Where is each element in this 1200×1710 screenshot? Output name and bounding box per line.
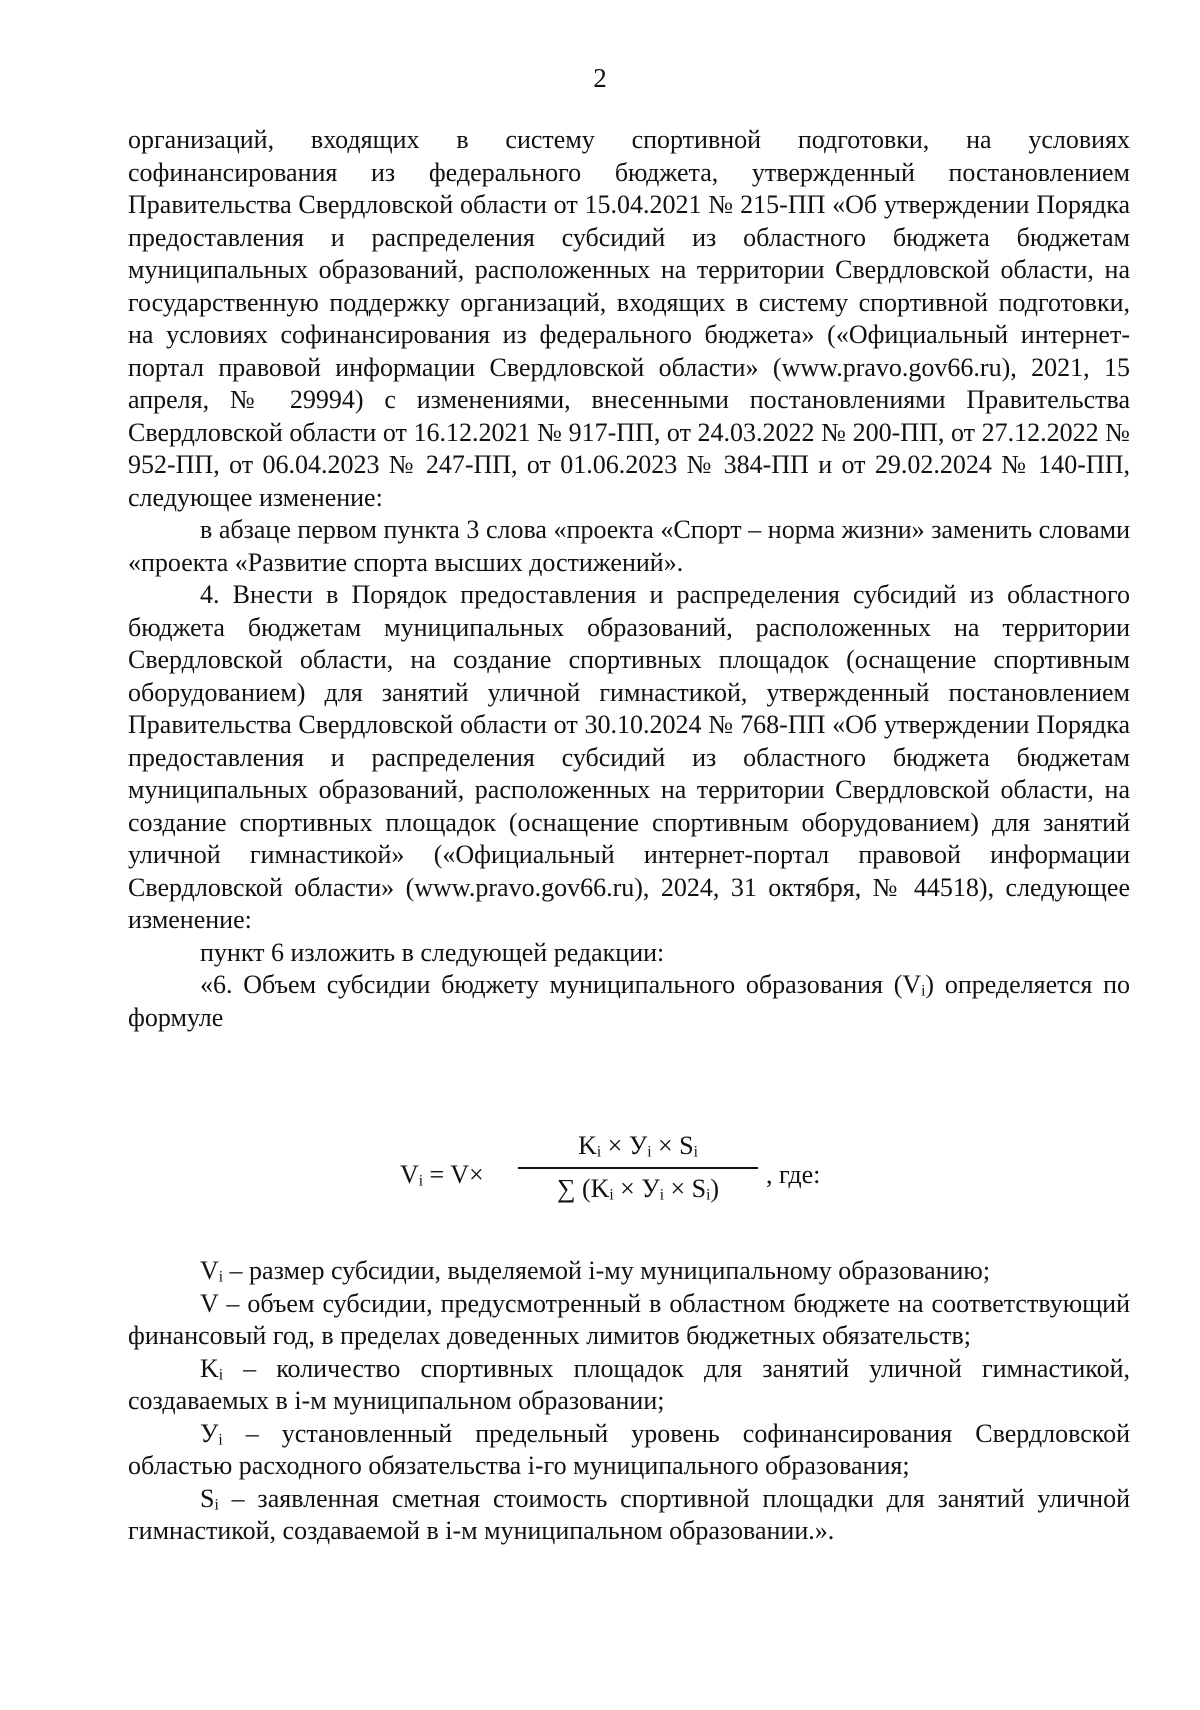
definition-si: Sᵢ – заявленная сметная стоимость спортивной площадки для занятий уличной гимнастикой, создаваемой в i-м муниципальном образовании.».	[128, 1483, 1130, 1545]
definition-ki: Kᵢ – количество спортивных площадок для занятий уличной гимнастикой, создаваемых в i-м муниципальном образовании;	[128, 1353, 1130, 1415]
formula-suffix: , где:	[766, 1160, 821, 1189]
formula-numerator: Kᵢ × Уᵢ × Sᵢ	[578, 1131, 698, 1160]
definition-v: V – объем субсидии, предусмотренный в областном бюджете на соответствующий финансовый год, в пределах доведенных лимитов бюджетных обязательств;	[128, 1288, 1130, 1350]
definition-ui: Уᵢ – установленный предельный уровень софинансирования Свердловской областью расходного обязательства i-го муниципального образования;	[128, 1418, 1130, 1480]
formula-denominator: ∑ (Kᵢ × Уᵢ × Sᵢ)	[556, 1174, 720, 1203]
paragraph-item-6-text: «6. Объем субсидии бюджету муниципального образования (Vᵢ) определяется по формуле	[128, 970, 1130, 1032]
formula-definitions	[128, 1255, 1130, 1548]
page-number: 2	[593, 63, 607, 93]
formula-lhs: Vᵢ = V×	[400, 1160, 484, 1189]
definition-vi: Vᵢ – размер субсидии, выделяемой i-му муниципальному образованию;	[200, 1256, 991, 1285]
document-body	[128, 124, 1130, 1034]
paragraph-item-4: 4. Внести в Порядок предоставления и распределения субсидий из областного бюджета бюджетам муниципальных образований, расположенных на территории Свердловской области, на создание спортивных площадок (оснащение спортивным оборудованием) для занятий уличной гимнастикой, утвержденный постановлением Правительства Свердловской области от 30.10.2024 № 768-ПП «Об утверждении Порядка предоставления и распределения субсидий из областного бюджета бюджетам муниципальных образований, расположенных на территории Свердловской области, на создание спортивных площадок (оснащение спортивным оборудованием) для занятий уличной гимнастикой» («Официальный интернет-портал правовой информации Свердловской области» (www.pravo.gov66.ru), 2024, 31 октября, № 44518), следующее изменение:	[128, 580, 1130, 934]
paragraph-item-6-intro: пункт 6 изложить в следующей редакции:	[200, 937, 665, 967]
fraction-bar	[518, 1167, 758, 1169]
paragraph-amendment-continuation: организаций, входящих в систему спортивной подготовки, на условиях софинансирования из федерального бюджета, утвержденный постановлением Правительства Свердловской области от 15.04.2021 № 215-ПП «Об утверждении Порядка предоставления и распределения субсидий из областного бюджета бюджетам муниципальных образований, расположенных на территории Свердловской области, на государственную поддержку организаций, входящих в систему спортивной подготовки, на условиях софинансирования из федерального бюджета» («Официальный интернет-портал правовой информации Свердловской области» (www.pravo.gov66.ru), 2021, 15 апреля, № 29994) с изменениями, внесенными постановлениями Правительства Свердловской области от 16.12.2021 № 917-ПП, от 24.03.2022 № 200-ПП, от 27.12.2022 № 952-ПП, от 06.04.2023 № 247-ПП, от 01.06.2023 № 384-ПП и от 29.02.2024 № 140-ПП, следующее изменение:	[128, 125, 1130, 512]
paragraph-amendment-wording: в абзаце первом пункта 3 слова «проекта «Спорт – норма жизни» заменить словами «проекта «Развитие спорта высших достижений».	[128, 515, 1130, 577]
formula-fraction	[518, 1130, 758, 1205]
